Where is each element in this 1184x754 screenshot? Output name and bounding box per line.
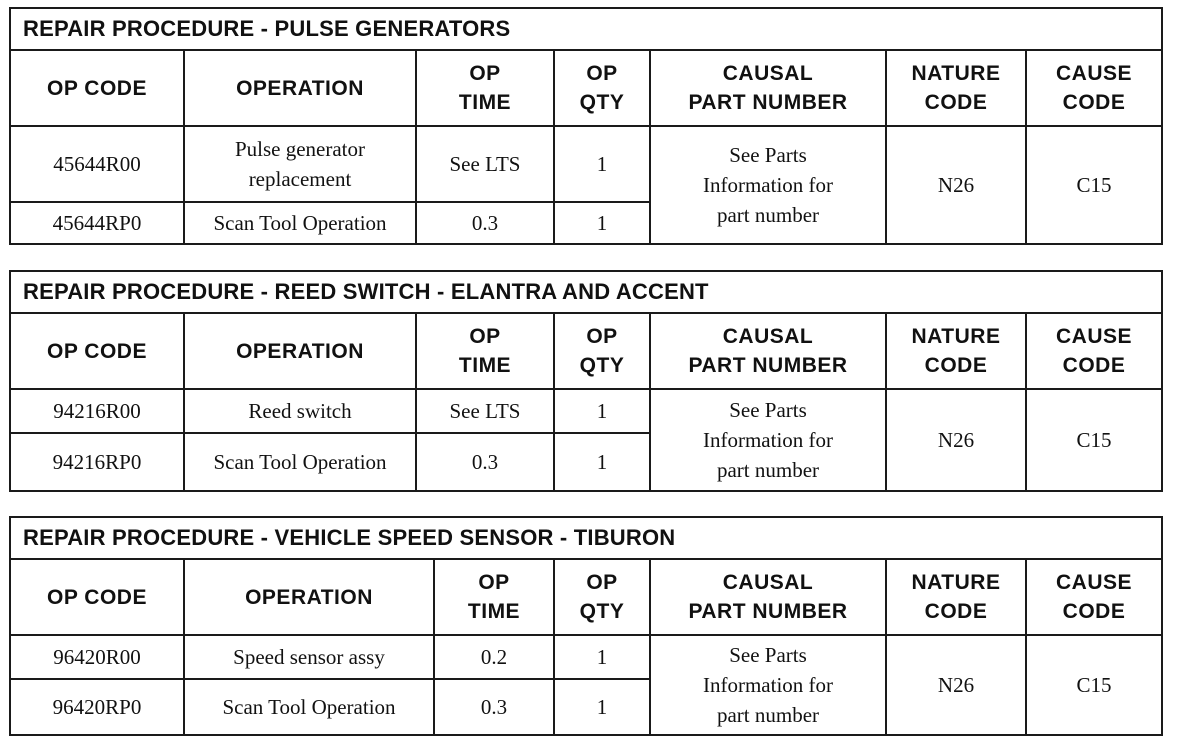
causal-part-number-cell: See Parts Information for part number [650, 126, 886, 244]
table-title-row [10, 517, 1162, 559]
op-qty-cell: 1 [554, 679, 650, 735]
table-title-row [10, 271, 1162, 313]
op-time-cell: See LTS [416, 126, 554, 202]
op-time-cell: 0.3 [434, 679, 554, 735]
repair-table-pulse-generators [9, 7, 1163, 245]
header-op-time: OP TIME [434, 559, 554, 635]
op-qty-cell: 1 [554, 126, 650, 202]
header-operation: OPERATION [184, 559, 434, 635]
operation-cell: Scan Tool Operation [184, 679, 434, 735]
table-header-row [10, 313, 1162, 389]
table-header-row [10, 50, 1162, 126]
operation-cell: Scan Tool Operation [184, 433, 416, 491]
op-qty-cell: 1 [554, 433, 650, 491]
header-cause-code: CAUSE CODE [1026, 50, 1162, 126]
cause-code-cell: C15 [1026, 635, 1162, 735]
op-qty-cell: 1 [554, 635, 650, 679]
table-header-row [10, 559, 1162, 635]
repair-table-vehicle-speed-sensor [9, 516, 1163, 736]
header-causal-part-number: CAUSAL PART NUMBER [650, 50, 886, 126]
table-title: REPAIR PROCEDURE - REED SWITCH - ELANTRA AND ACCENT [10, 271, 1162, 313]
op-qty-cell: 1 [554, 202, 650, 244]
header-op-code: OP CODE [10, 313, 184, 389]
op-time-cell: 0.2 [434, 635, 554, 679]
header-op-code: OP CODE [10, 50, 184, 126]
header-operation: OPERATION [184, 313, 416, 389]
header-nature-code: NATURE CODE [886, 50, 1026, 126]
op-time-cell: 0.3 [416, 433, 554, 491]
op-time-cell: See LTS [416, 389, 554, 433]
table-row [10, 126, 1162, 202]
nature-code-cell: N26 [886, 126, 1026, 244]
header-operation: OPERATION [184, 50, 416, 126]
causal-part-number-cell: See Parts Information for part number [650, 389, 886, 491]
cause-code-cell: C15 [1026, 126, 1162, 244]
op-code-cell: 96420RP0 [10, 679, 184, 735]
causal-part-number-cell: See Parts Information for part number [650, 635, 886, 735]
nature-code-cell: N26 [886, 389, 1026, 491]
header-cause-code: CAUSE CODE [1026, 559, 1162, 635]
header-nature-code: NATURE CODE [886, 313, 1026, 389]
header-op-qty: OP QTY [554, 313, 650, 389]
header-op-qty: OP QTY [554, 559, 650, 635]
table-title: REPAIR PROCEDURE - VEHICLE SPEED SENSOR - TIBURON [10, 517, 1162, 559]
header-causal-part-number: CAUSAL PART NUMBER [650, 313, 886, 389]
op-qty-cell: 1 [554, 389, 650, 433]
op-code-cell: 94216RP0 [10, 433, 184, 491]
operation-cell: Speed sensor assy [184, 635, 434, 679]
table-title: REPAIR PROCEDURE - PULSE GENERATORS [10, 8, 1162, 50]
table-title-row [10, 8, 1162, 50]
repair-table-reed-switch [9, 270, 1163, 492]
header-causal-part-number: CAUSAL PART NUMBER [650, 559, 886, 635]
table-row [10, 389, 1162, 433]
cause-code-cell: C15 [1026, 389, 1162, 491]
header-cause-code: CAUSE CODE [1026, 313, 1162, 389]
header-op-code: OP CODE [10, 559, 184, 635]
operation-cell: Scan Tool Operation [184, 202, 416, 244]
header-op-time: OP TIME [416, 313, 554, 389]
op-time-cell: 0.3 [416, 202, 554, 244]
header-op-time: OP TIME [416, 50, 554, 126]
op-code-cell: 96420R00 [10, 635, 184, 679]
header-nature-code: NATURE CODE [886, 559, 1026, 635]
op-code-cell: 45644R00 [10, 126, 184, 202]
op-code-cell: 94216R00 [10, 389, 184, 433]
operation-cell: Pulse generator replacement [184, 126, 416, 202]
nature-code-cell: N26 [886, 635, 1026, 735]
header-op-qty: OP QTY [554, 50, 650, 126]
op-code-cell: 45644RP0 [10, 202, 184, 244]
table-row [10, 635, 1162, 679]
operation-cell: Reed switch [184, 389, 416, 433]
